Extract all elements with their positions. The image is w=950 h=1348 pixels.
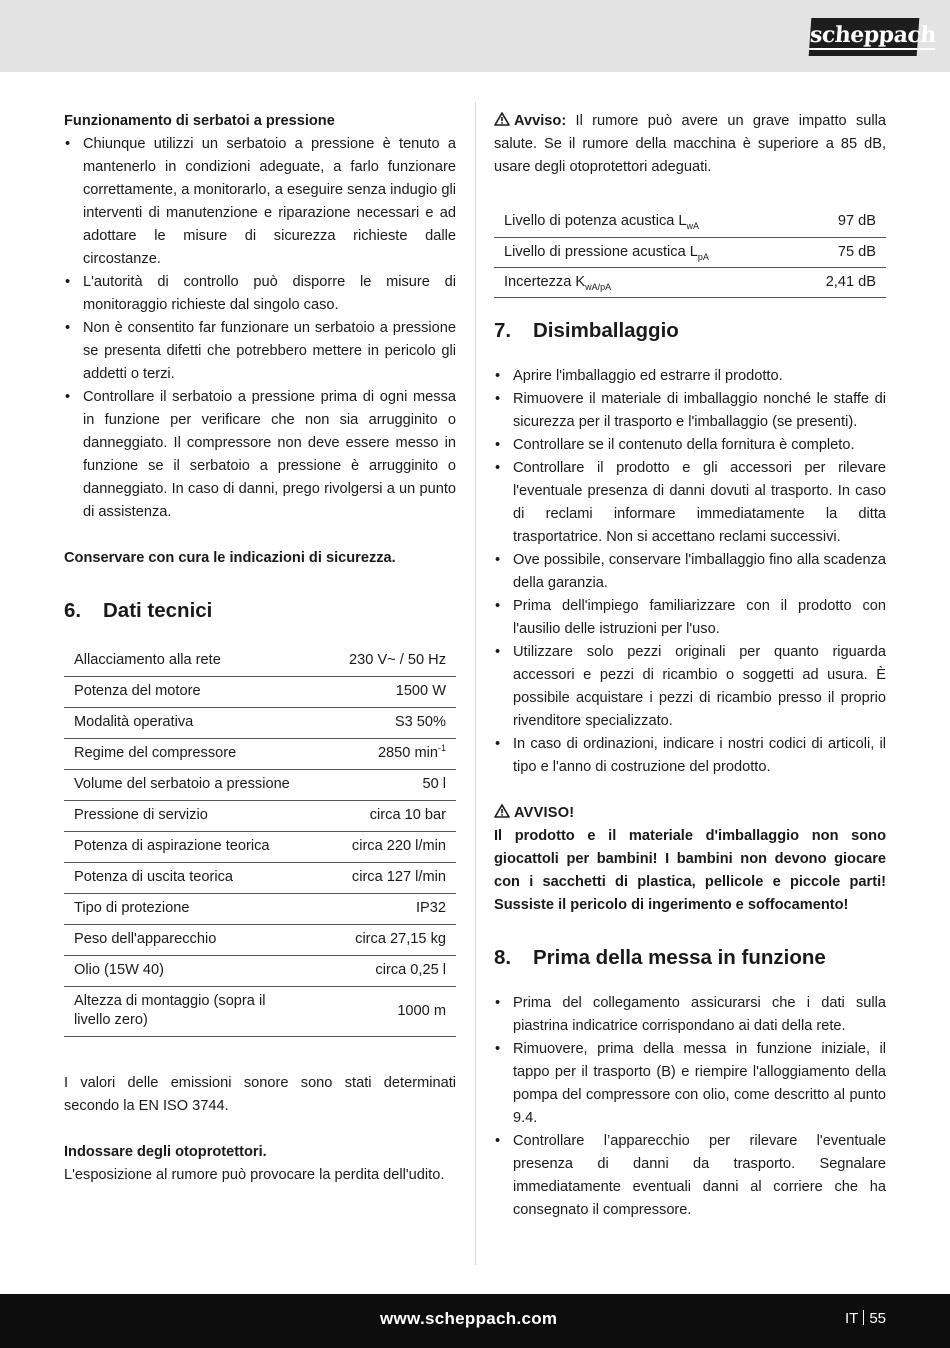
noise-label-text: Incertezza K (504, 273, 586, 290)
column-divider (475, 102, 476, 1265)
list-item: • Non è consentito far funzionare un serbatoio a pressione se presenta difetti che potrebbero mettere in pericolo gli addetti o terzi. (64, 317, 456, 386)
list-item: • Chiunque utilizzi un serbatoio a pressione è tenuto a mantenerlo in condizioni adeguate, a farlo funzionare correttamente, a monitorarlo, a eseguire senza indugio gli interventi di manutenzione e riparazione necessari e ad adottare le misure di sicurezza richieste dalle circostanze. (64, 133, 456, 271)
label-subscript: wA/pA (585, 281, 612, 292)
packaging-warning-title (494, 802, 886, 825)
section-6-heading (64, 598, 456, 624)
spec-label: Altezza di montaggio (sopra il livello zero) (64, 986, 339, 1036)
unpacking-list (494, 365, 886, 779)
table-row (64, 676, 456, 707)
spec-value-text: IP32 (415, 900, 446, 916)
noise-value: 2,41 dB (793, 267, 886, 297)
table-row (64, 707, 456, 738)
spec-label: Potenza del motore (64, 676, 339, 707)
list-item: • Controllare il prodotto e gli accessori per rilevare l'eventuale presenza di danni dovuti al trasporto. In caso di reclami informare immediatamente la ditta trasportatrice. Non si accettano reclami successivi. (494, 457, 886, 549)
list-item: • L'autorità di controllo può disporre le misure di monitoraggio richieste dal singolo caso. (64, 271, 456, 317)
list-item: • Utilizzare solo pezzi originali per quanto riguarda accessori e pezzi di ricambio o soggetti ad usura. È possibile acquistare i pezzi di ricambio presso il proprio rivenditore specializzato. (494, 641, 886, 733)
pressure-vessel-list (64, 133, 456, 524)
noise-label-text: Livello di potenza acustica L (504, 213, 687, 230)
table-row (64, 924, 456, 955)
spec-value-text: circa 220 l/min (351, 838, 446, 854)
section-title: Dati tecnici (103, 599, 213, 622)
spec-value-text: 1500 W (395, 683, 446, 699)
keep-safety-note: Conservare con cura le indicazioni di sicurezza. (64, 550, 396, 566)
left-column (64, 110, 456, 1187)
list-item: • Rimuovere il materiale di imballaggio nonché le staffe di sicurezza per il trasporto e l'imballaggio (se presenti). (494, 388, 886, 434)
spec-value-text: circa 0,25 l (375, 962, 446, 978)
spec-label: Olio (15W 40) (64, 955, 339, 986)
noise-label-text: Livello di pressione acustica L (504, 243, 698, 260)
header-band (0, 0, 950, 72)
warning-icon (494, 804, 510, 818)
spec-value (339, 893, 456, 924)
startup-list (494, 992, 886, 1222)
spec-value-text: circa 10 bar (369, 807, 446, 823)
list-item: • Controllare il serbatoio a pressione prima di ogni messa in funzione per verificare che non sia arrugginito o danneggiato. Il compressore non deve essere messo in funzione se il serbatoio a pressione è arrugginito o danneggiato. In caso di danni, prego rivolgersi a un punto di assistenza. (64, 386, 456, 524)
spec-value (339, 831, 456, 862)
list-item: • Controllare l’apparecchio per rilevare l'eventuale presenza di danni da trasporto. Segnalare immediatamente eventuali danni al corriere che ha consegnato il compressore. (494, 1130, 886, 1222)
spec-label: Volume del serbatoio a pressione (64, 769, 339, 800)
spec-label: Regime del compressore (64, 738, 339, 769)
spec-value (339, 924, 456, 955)
spec-label: Pressione di servizio (64, 800, 339, 831)
section-number: 6. (64, 599, 82, 622)
table-row (494, 267, 886, 297)
list-item: • Aprire l'imballaggio ed estrarre il prodotto. (494, 365, 886, 388)
footer (0, 1294, 950, 1348)
noise-notice (494, 110, 886, 179)
spec-value-text: circa 27,15 kg (355, 931, 446, 947)
table-row (64, 955, 456, 986)
section-number: 7. (494, 318, 512, 342)
table-row (64, 769, 456, 800)
spec-value-text: S3 50% (394, 714, 446, 730)
technical-data-table (64, 646, 456, 1037)
brand-logo: scheppach (809, 18, 920, 56)
noise-table (494, 207, 886, 298)
section-number: 8. (494, 945, 512, 969)
spec-value (339, 676, 456, 707)
page-number: 55 (869, 1310, 886, 1327)
table-row (494, 237, 886, 267)
spec-label: Potenza di aspirazione teorica (64, 831, 339, 862)
list-item: • Prima del collegamento assicurarsi che i dati sulla piastrina indicatrice corrispondano ai dati della rete. (494, 992, 886, 1038)
page-indicator (845, 1294, 886, 1348)
table-row (494, 207, 886, 237)
table-row (64, 986, 456, 1036)
ear-protection-text: L'esposizione al rumore può provocare la perdita dell'udito. (64, 1166, 445, 1183)
list-item: • Rimuovere, prima della messa in funzione iniziale, il tappo per il trasporto (B) e riempire l'alloggiamento della pompa del compressore con olio, come descritto al punto 9.4. (494, 1038, 886, 1130)
section-8-heading (494, 945, 886, 971)
spec-label: Potenza di uscita teorica (64, 862, 339, 893)
warning-icon (494, 112, 510, 126)
section-title: Prima della messa in funzione (533, 945, 826, 969)
spec-value (339, 738, 456, 769)
spec-label: Modalità operativa (64, 707, 339, 738)
notice-text: Il rumore può avere un grave impatto sulla salute. Se il rumore della macchina è superiore a 85 dB, usare degli otoprotettori adeguati. (494, 113, 886, 175)
spec-label: Allacciamento alla rete (64, 646, 339, 676)
spec-value (339, 955, 456, 986)
notice-label: Avviso: (514, 113, 567, 129)
separator (863, 1310, 864, 1325)
section-title: Disimballaggio (533, 318, 679, 342)
noise-value: 75 dB (793, 237, 886, 267)
spec-value (339, 800, 456, 831)
table-row (64, 738, 456, 769)
pressure-vessel-heading: Funzionamento di serbatoi a pressione (64, 113, 335, 129)
label-subscript: pA (697, 251, 709, 262)
spec-value (339, 769, 456, 800)
spec-value-text: circa 127 l/min (351, 869, 446, 885)
spec-value (339, 646, 456, 676)
label-subscript: wA (686, 221, 700, 232)
noise-label (494, 267, 793, 297)
language-code: IT (844, 1310, 859, 1327)
noise-label (494, 237, 793, 267)
spec-value-text: 2850 min (377, 745, 438, 761)
emission-note: I valori delle emissioni sonore sono stati determinati secondo la EN ISO 3744. (64, 1074, 456, 1114)
list-item: • Ove possibile, conservare l'imballaggio fino alla scadenza della garanzia. (494, 549, 886, 595)
list-item: • In caso di ordinazioni, indicare i nostri codici di articoli, il tipo e l'anno di costruzione del prodotto. (494, 733, 886, 779)
website-link[interactable]: www.scheppach.com (380, 1309, 558, 1328)
noise-value: 97 dB (793, 207, 886, 237)
section-7-heading (494, 318, 886, 344)
table-row (64, 862, 456, 893)
spec-value-text: 50 l (422, 776, 446, 792)
spec-value (339, 707, 456, 738)
spec-value-text: 1000 m (397, 1002, 446, 1019)
noise-label (494, 207, 793, 237)
table-row (64, 646, 456, 676)
spec-value (339, 862, 456, 893)
spec-value-text: 230 V~ / 50 Hz (349, 652, 446, 669)
spec-label: Tipo di protezione (64, 893, 339, 924)
table-row (64, 800, 456, 831)
spec-value (339, 986, 456, 1036)
packaging-warning-text: Il prodotto e il materiale d'imballaggio non sono giocattoli per bambini! I bambini non devono giocare con i sacchetti di plastica, pellicole e piccole parti! Sussiste il pericolo di ingerimento e soffocamento! (494, 827, 886, 913)
ear-protection-heading: Indossare degli otoprotettori. (64, 1143, 267, 1160)
table-row (64, 893, 456, 924)
right-column (494, 110, 886, 1222)
list-item: • Prima dell'impiego familiarizzare con il prodotto con l'ausilio delle istruzioni per l'uso. (494, 595, 886, 641)
unit-exponent: -1 (437, 743, 446, 753)
list-item: • Controllare se il contenuto della fornitura è completo. (494, 434, 886, 457)
warning-label: AVVISO! (514, 804, 575, 821)
table-row (64, 831, 456, 862)
spec-label: Peso dell'apparecchio (64, 924, 339, 955)
